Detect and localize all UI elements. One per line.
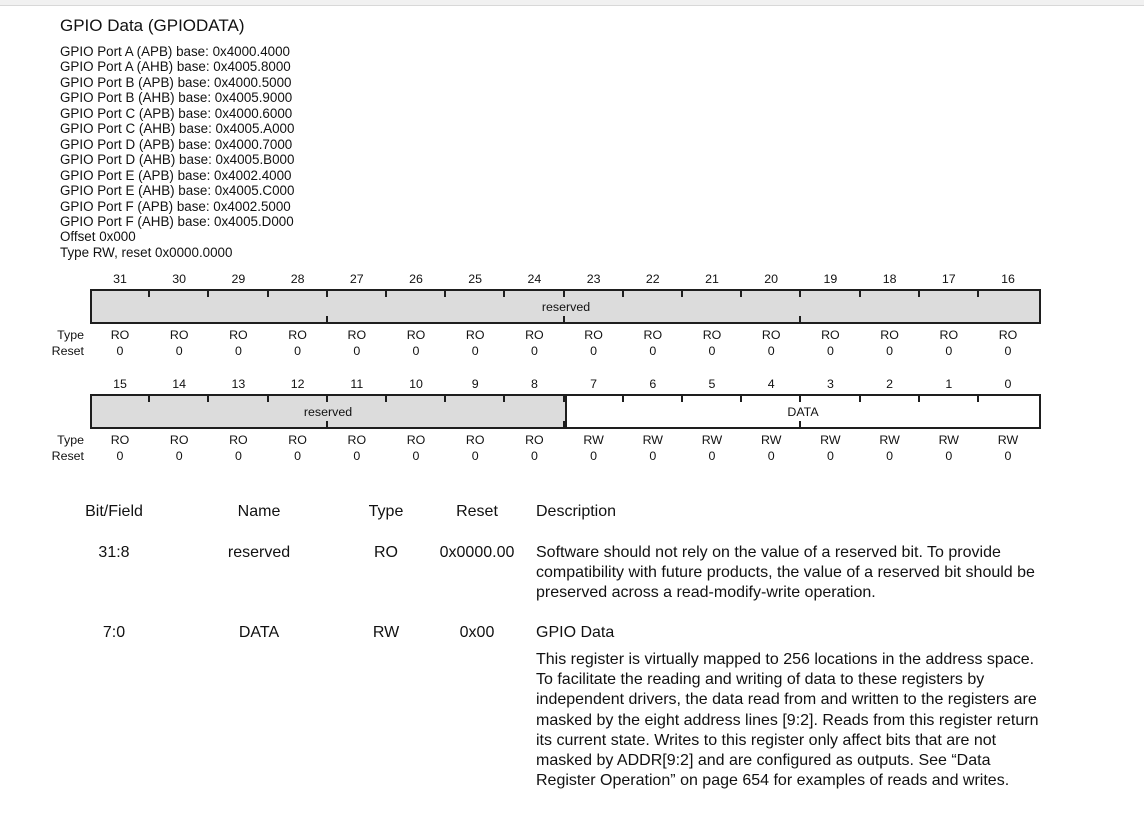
bit-reset: 0 — [471, 449, 479, 463]
bit-divider-tick — [563, 396, 565, 402]
bit-reset: 0 — [945, 449, 953, 463]
bit-number: 29 — [231, 272, 246, 286]
bit-divider-tick — [444, 291, 446, 297]
bit-divider-tick — [622, 291, 624, 297]
bit-divider-tick — [622, 396, 624, 402]
cell-description-title: GPIO Data — [536, 624, 615, 641]
bit-type: RW — [583, 433, 604, 447]
bit-reset: 0 — [530, 449, 538, 463]
cell-name: reserved — [227, 544, 291, 561]
base-address-line: GPIO Port C (AHB) base: 0x4005.A000 — [60, 121, 295, 137]
reset-row-label: Reset — [51, 449, 84, 463]
bit-type: RO — [880, 328, 899, 342]
bit-divider-tick — [444, 396, 446, 402]
register-type-reset: Type RW, reset 0x0000.0000 — [60, 244, 233, 260]
bit-type: RO — [288, 328, 307, 342]
bit-reset: 0 — [116, 344, 124, 358]
bit-number: 7 — [590, 377, 598, 391]
bit-divider-tick — [918, 396, 920, 402]
bit-number: 27 — [349, 272, 364, 286]
bit-reset: 0 — [1004, 449, 1012, 463]
reserved-field-upper — [90, 289, 1041, 324]
bit-reset: 0 — [175, 449, 183, 463]
bit-divider-tick — [503, 291, 505, 297]
bit-number: 5 — [708, 377, 716, 391]
bit-divider-tick — [207, 291, 209, 297]
bit-divider-tick — [740, 396, 742, 402]
data-field — [565, 394, 1041, 429]
bit-number: 23 — [586, 272, 601, 286]
nibble-divider-tick — [326, 316, 328, 322]
bit-reset: 0 — [767, 344, 775, 358]
bit-number: 4 — [767, 377, 775, 391]
bit-reset: 0 — [353, 344, 361, 358]
bit-divider-tick — [740, 291, 742, 297]
bit-type: RO — [465, 328, 485, 342]
bit-type: RW — [642, 433, 663, 447]
bit-number: 8 — [530, 377, 538, 391]
bit-reset: 0 — [886, 344, 894, 358]
bit-number: 22 — [645, 272, 660, 286]
cell-reset: 0x0000.00 — [439, 544, 515, 561]
bit-number: 28 — [290, 272, 305, 286]
bit-number: 19 — [823, 272, 838, 286]
bit-type: RO — [702, 328, 722, 342]
bit-divider-tick — [681, 291, 683, 297]
bit-divider-tick — [918, 291, 920, 297]
header-description: Description — [536, 503, 617, 520]
bit-type: RO — [525, 328, 544, 342]
bit-number: 15 — [113, 377, 127, 391]
bit-type: RO — [939, 328, 959, 342]
bit-number: 25 — [468, 272, 483, 286]
bit-number: 11 — [350, 377, 364, 391]
base-address-line: GPIO Port F (AHB) base: 0x4005.D000 — [60, 213, 294, 229]
nibble-divider-tick — [799, 421, 801, 427]
bit-reset: 0 — [708, 449, 716, 463]
base-address-line: GPIO Port D (AHB) base: 0x4005.B000 — [60, 152, 295, 168]
cell-name: DATA — [238, 624, 280, 641]
bit-reset: 0 — [116, 449, 124, 463]
base-address-line: GPIO Port F (APB) base: 0x4002.5000 — [60, 198, 291, 214]
bit-number: 9 — [471, 377, 479, 391]
bit-number: 30 — [172, 272, 187, 286]
bit-reset: 0 — [826, 449, 834, 463]
bit-reset: 0 — [708, 344, 716, 358]
bit-reset: 0 — [886, 449, 894, 463]
register-offset: Offset 0x000 — [60, 229, 136, 245]
bit-divider-tick — [799, 396, 801, 402]
cell-type: RO — [374, 544, 398, 561]
base-address-line: GPIO Port A (AHB) base: 0x4005.8000 — [60, 59, 291, 75]
header-bitfield: Bit/Field — [85, 503, 143, 520]
cell-bitfield: 7:0 — [102, 624, 126, 641]
bit-divider-tick — [385, 291, 387, 297]
bit-number: 13 — [231, 377, 246, 391]
bit-divider-tick — [326, 291, 328, 297]
bit-type: RO — [406, 328, 426, 342]
bit-divider-tick — [859, 396, 861, 402]
bit-number: 10 — [409, 377, 423, 391]
cell-description: Software should not rely on the value of a reserved bit. To provide compatibility with future products, the value of a reserved bit should be preserved across a read-modify-write operation. — [536, 544, 1035, 602]
bit-number: 12 — [290, 377, 305, 391]
bit-divider-tick — [148, 291, 150, 297]
bit-type: RW — [760, 433, 782, 447]
bit-reset: 0 — [353, 449, 361, 463]
bit-number: 0 — [1004, 377, 1012, 391]
bit-reset: 0 — [412, 449, 420, 463]
bit-number: 14 — [172, 377, 187, 391]
bit-reset: 0 — [294, 449, 302, 463]
bit-type: RO — [761, 328, 781, 342]
bit-type: RO — [525, 433, 544, 447]
base-address-line: GPIO Port E (APB) base: 0x4002.4000 — [60, 167, 292, 183]
bit-reset: 0 — [234, 344, 242, 358]
base-address-line: GPIO Port E (AHB) base: 0x4005.C000 — [60, 183, 295, 199]
page-top-border — [0, 0, 1144, 6]
bit-divider-tick — [267, 291, 269, 297]
bit-divider-tick — [681, 396, 683, 402]
bit-type: RW — [879, 433, 900, 447]
bit-type: RO — [465, 433, 485, 447]
bit-reset: 0 — [826, 344, 834, 358]
bit-type: RO — [998, 328, 1018, 342]
bit-number: 21 — [705, 272, 719, 286]
bit-reset: 0 — [412, 344, 420, 358]
register-diagram-lower — [0, 377, 1144, 467]
bit-type: RW — [701, 433, 723, 447]
bit-type: RO — [347, 433, 367, 447]
bit-number: 3 — [826, 377, 834, 391]
bit-number: 6 — [649, 377, 657, 391]
base-address-line: GPIO Port B (APB) base: 0x4000.5000 — [60, 74, 292, 90]
bit-type: RO — [229, 328, 248, 342]
bit-type: RO — [169, 433, 189, 447]
nibble-divider-tick — [799, 316, 801, 322]
register-diagram-upper — [0, 272, 1144, 362]
nibble-divider-tick — [563, 316, 565, 322]
bit-type: RO — [229, 433, 248, 447]
bit-reset: 0 — [590, 449, 598, 463]
bit-reset: 0 — [590, 344, 598, 358]
cell-type: RW — [372, 624, 400, 641]
bit-reset: 0 — [767, 449, 775, 463]
bit-divider-tick — [977, 291, 979, 297]
base-address-line: GPIO Port B (AHB) base: 0x4005.9000 — [60, 90, 293, 106]
cell-reset: 0x00 — [459, 624, 495, 641]
bit-type: RW — [938, 433, 959, 447]
bit-number: 31 — [113, 272, 127, 286]
bit-number: 2 — [886, 377, 894, 391]
bit-divider-tick — [385, 396, 387, 402]
bit-type: RO — [110, 328, 130, 342]
bit-type: RW — [997, 433, 1019, 447]
header-reset: Reset — [456, 503, 498, 520]
bit-type: RO — [347, 328, 367, 342]
bit-reset: 0 — [945, 344, 953, 358]
bit-divider-tick — [563, 291, 565, 297]
bit-reset: 0 — [649, 449, 657, 463]
bit-reset: 0 — [294, 344, 302, 358]
bit-number: 18 — [882, 272, 897, 286]
bit-number: 16 — [1001, 272, 1015, 286]
bit-divider-tick — [977, 396, 979, 402]
base-address-line: GPIO Port D (APB) base: 0x4000.7000 — [60, 136, 293, 152]
bit-reset: 0 — [530, 344, 538, 358]
reserved-field-lower — [90, 394, 567, 429]
bit-divider-tick — [267, 396, 269, 402]
field-label: reserved — [303, 405, 353, 419]
bit-type: RO — [821, 328, 840, 342]
header-type: Type — [368, 503, 404, 520]
type-row-label: Type — [57, 328, 84, 342]
field-label: reserved — [541, 300, 591, 314]
bit-type: RO — [110, 433, 130, 447]
bit-type: RO — [584, 328, 603, 342]
base-address-line: GPIO Port C (APB) base: 0x4000.6000 — [60, 105, 293, 121]
bit-reset: 0 — [175, 344, 183, 358]
type-row-label: Type — [57, 433, 84, 447]
bit-reset: 0 — [471, 344, 479, 358]
header-name: Name — [237, 503, 281, 520]
bit-reset: 0 — [234, 449, 242, 463]
bit-number: 20 — [764, 272, 779, 286]
bit-divider-tick — [503, 396, 505, 402]
bit-type: RO — [643, 328, 663, 342]
bit-reset: 0 — [1004, 344, 1012, 358]
cell-description: This register is virtually mapped to 256 locations in the address space. To facilitate the reading and writing of data to these registers by independent drivers, the data read from and written to the registers are masked by the eight address lines [9:2]. Reads from this register return its current state. Writes to this register only affect bits that are not masked by ADDR[9:2] and are configured as outputs. See “Data Register Operation” on page 654 for examples of reads and writes. — [536, 651, 1039, 790]
base-address-list — [60, 44, 294, 260]
cell-bitfield: 31:8 — [98, 544, 130, 561]
bit-type: RO — [169, 328, 189, 342]
base-address-line: GPIO Port A (APB) base: 0x4000.4000 — [60, 44, 291, 59]
bit-divider-tick — [326, 396, 328, 402]
field-label: DATA — [787, 405, 819, 419]
nibble-divider-tick — [326, 421, 328, 427]
bit-number: 1 — [945, 377, 953, 391]
bit-reset: 0 — [649, 344, 657, 358]
bit-number: 24 — [527, 272, 542, 286]
reset-row-label: Reset — [51, 344, 84, 358]
bit-divider-tick — [148, 396, 150, 402]
bit-number: 17 — [941, 272, 956, 286]
bit-divider-tick — [207, 396, 209, 402]
bit-type: RW — [820, 433, 841, 447]
bit-number: 26 — [409, 272, 423, 286]
nibble-divider-tick — [563, 421, 565, 427]
bit-divider-tick — [859, 291, 861, 297]
bit-type: RO — [288, 433, 307, 447]
bit-type: RO — [406, 433, 426, 447]
register-title: GPIO Data (GPIODATA) — [60, 16, 245, 35]
bit-divider-tick — [799, 291, 801, 297]
